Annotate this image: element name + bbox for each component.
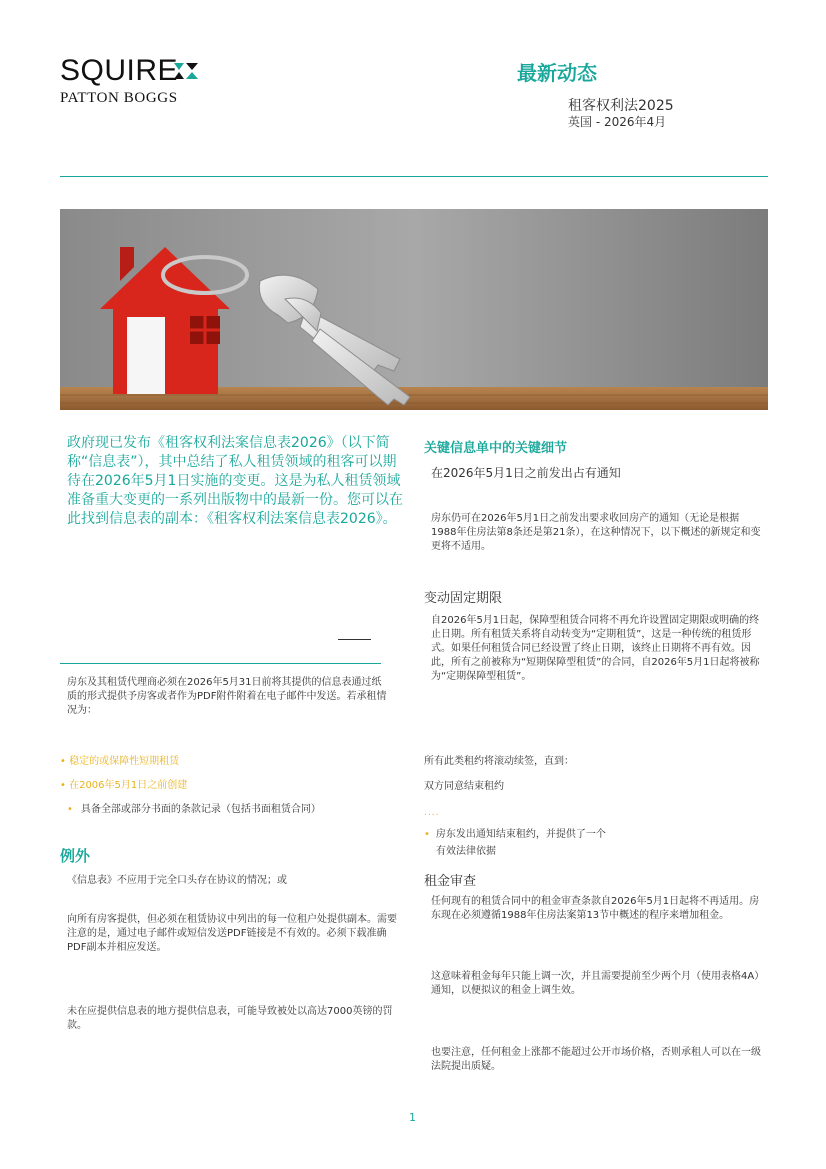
exceptions-heading: 例外 <box>60 847 91 865</box>
exception-paragraph: 向所有房客提供，但必须在租赁协议中列出的每一位租户处提供副本。需要注意的是，通过电子邮件或短信发送PDF链接是不有效的。必须下载准确PDF副本并相应发送。 <box>67 914 397 953</box>
rent-increase-paragraph: 这意味着租金每年只能上调一次，并且需要提前至少两个月（使用表格4A）通知，以便拟议的租金上调生效。 <box>431 971 760 996</box>
page-number: 1 <box>409 1111 416 1124</box>
short-divider <box>338 639 371 640</box>
list-item: • 在2006年5月1日之前创建 <box>60 780 188 791</box>
list-item-continuation: 有效法律依据 <box>436 846 496 857</box>
list-item <box>67 800 321 815</box>
exception-paragraph: 《信息表》不应用于完全口头存在协议的情况；或 <box>67 875 287 886</box>
list-item-text: 具备全部或部分书面的条款记录（包括书面租赁合同） <box>80 804 321 815</box>
agree-end-paragraph: 双方同意结束租约 <box>424 781 504 792</box>
key-details-subheading: 在2026年5月1日之前发出占有通知 <box>431 466 621 480</box>
bullet-icon: • <box>67 804 73 815</box>
logo-patton-boggs: PATTON BOGGS <box>60 90 178 106</box>
rent-review-paragraph: 任何现有的租赁合同中的租金审查条款自2026年5月1日起将不再适用。房东现在必须遵循1988年住房法案第13节中概述的程序来增加租金。 <box>431 896 760 921</box>
rent-review-heading: 租金审查 <box>424 874 477 889</box>
logo-mark-icon <box>172 58 200 84</box>
rolling-paragraph: 所有此类租约将滚动续签，直到： <box>424 756 574 767</box>
market-price-paragraph: 也要注意，任何租金上涨都不能超过公开市场价格，否则承租人可以在一级法院提出质疑。 <box>431 1047 761 1072</box>
fixed-term-paragraph: 自2026年5月1日起，保障型租赁合同将不再允许设置固定期限或明确的终止日期。所有租赁关系将自动转变为“定期租赁”，这是一种传统的租赁形式。如果任何租赁合同已经设置了终止日期，该终止日期将不再有效。因此，所有之前被称为“短期保障型租赁”的合同，自2026年5月1日起将被称为“定期保障型租赁”。 <box>431 615 760 682</box>
dateline: 英国 - 2026年4月 <box>568 115 667 129</box>
logo-squire: SQUIRE <box>60 54 179 87</box>
section-divider <box>60 663 381 664</box>
info-paragraph: 房东及其租赁代理商必须在2026年5月31日前将其提供的信息表通过纸质的形式提供予房客或者作为PDF附件附着在电子邮件中发送。若承租情况为： <box>67 677 387 716</box>
fixed-term-heading: 变动固定期限 <box>424 591 503 606</box>
dots-separator: .... <box>424 808 440 818</box>
page-subtitle: 租客权利法2025 <box>568 98 674 114</box>
intro-paragraph: 政府现已发布《租客权利法案信息表2026》（以下简称“信息表”），其中总结了私人租赁领域的租客可以期待在2026年5月1日实施的变更。这是为私人租赁领域准备重大变更的一系列出版物中的最新一份。您可以在此找到信息表的副本：《租客权利法案信息表2026》。 <box>67 435 403 527</box>
house-keychain-image <box>60 209 768 410</box>
penalty-paragraph: 未在应提供信息表的地方提供信息表，可能导致被处以高达7000英镑的罚款。 <box>67 1006 393 1031</box>
key-details-heading: 关键信息单中的关键细节 <box>424 441 568 456</box>
bullet-icon: • <box>424 829 430 840</box>
list-item-text: 房东发出通知结束租约，并提供了一个 <box>435 829 606 840</box>
page-title: 最新动态 <box>517 61 597 85</box>
header-divider <box>60 176 768 177</box>
list-item <box>424 828 754 842</box>
notice-paragraph: 房东仍可在2026年5月1日之前发出要求收回房产的通知（无论是根据1988年住房法第8条还是第21条），在这种情况下，以下概述的新规定和变更将不适用。 <box>431 513 761 552</box>
list-item: • 稳定的或保障性短期租赁 <box>60 756 180 767</box>
